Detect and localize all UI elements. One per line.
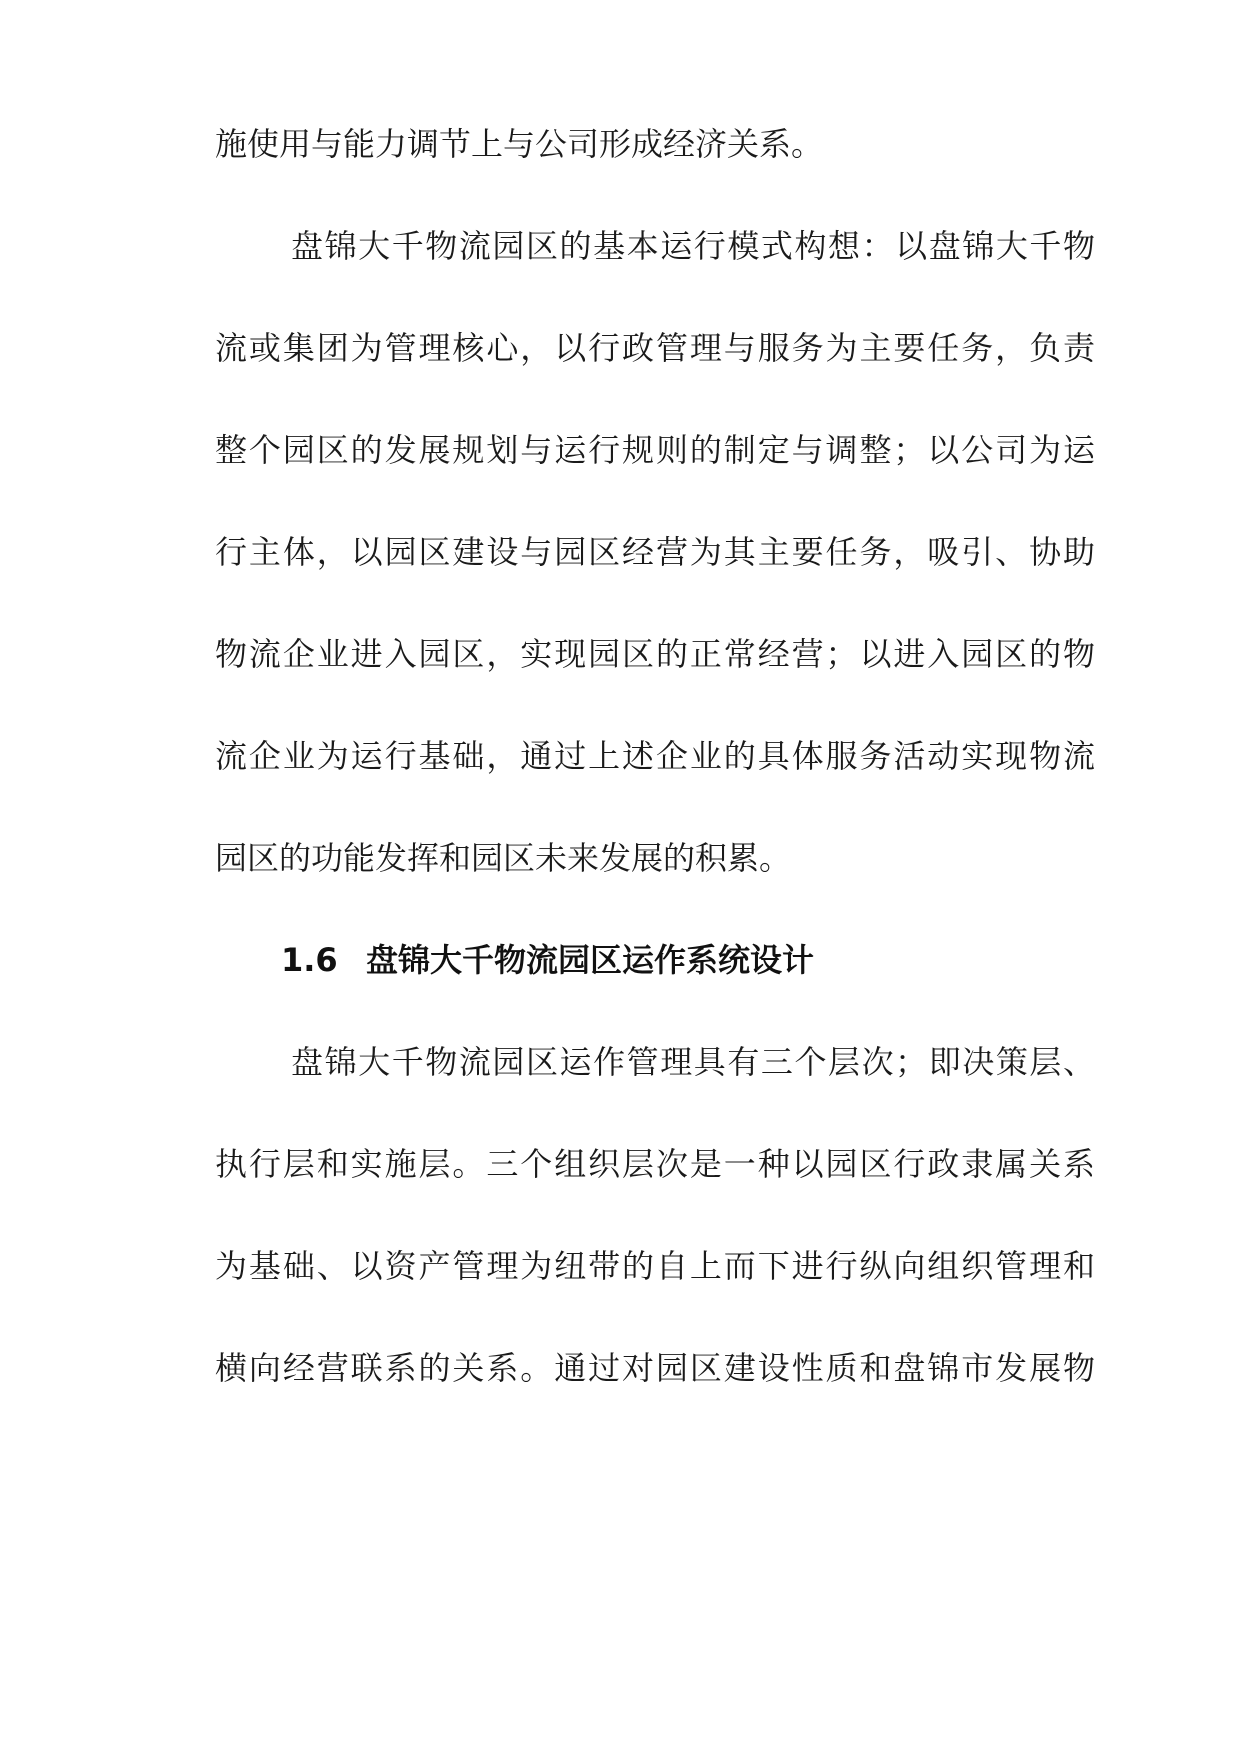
paragraph-2-line-3: 整个园区的发展规划与运行规则的制定与调整；以公司为运: [215, 431, 1095, 469]
paragraph-2-line-6: 流企业为运行基础，通过上述企业的具体服务活动实现物流: [215, 737, 1095, 775]
paragraph-2-line-7: 园区的功能发挥和园区未来发展的积累。: [215, 839, 792, 877]
paragraph-3-line-1: 盘锦大千物流园区运作管理具有三个层次；即决策层、: [291, 1043, 1095, 1081]
paragraph-3-line-2: 执行层和实施层。三个组织层次是一种以园区行政隶属关系: [215, 1145, 1095, 1183]
section-number: 1.6: [281, 941, 338, 979]
paragraph-1-line-1: 施使用与能力调节上与公司形成经济关系。: [215, 125, 824, 163]
paragraph-2-line-2: 流或集团为管理核心，以行政管理与服务为主要任务，负责: [215, 329, 1095, 367]
paragraph-3-line-4: 横向经营联系的关系。通过对园区建设性质和盘锦市发展物: [215, 1349, 1095, 1387]
paragraph-2-line-5: 物流企业进入园区，实现园区的正常经营；以进入园区的物: [215, 635, 1095, 673]
paragraph-2-line-1: 盘锦大千物流园区的基本运行模式构想：以盘锦大千物: [291, 227, 1095, 265]
section-heading: [281, 936, 814, 984]
paragraph-3-line-3: 为基础、以资产管理为纽带的自上而下进行纵向组织管理和: [215, 1247, 1095, 1285]
paragraph-2-line-4: 行主体，以园区建设与园区经营为其主要任务，吸引、协助: [215, 533, 1095, 571]
section-title: 盘锦大千物流园区运作系统设计: [366, 941, 815, 979]
